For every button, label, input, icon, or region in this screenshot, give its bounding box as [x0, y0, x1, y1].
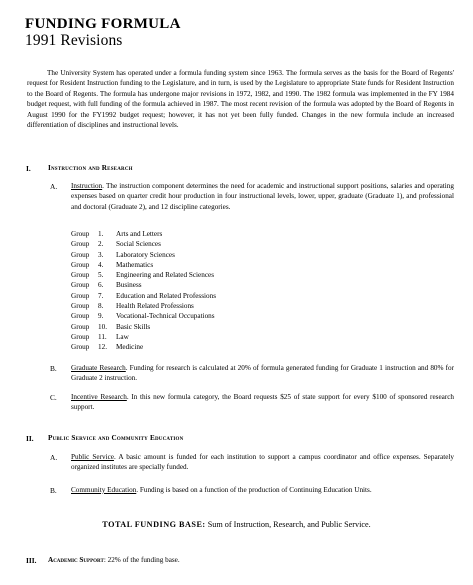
section-3-number: III.: [26, 556, 37, 565]
section-2-item-b-body: [71, 485, 454, 495]
intro-paragraph: The University System has operated under a formula funding system since 1963. The formula serves as the basis for the Board of Regents' request for Resident Instruction funding to the Legislature, and in turn, is used by the Legislature to appropriate State funds for Resident Instruction to the Board of Regents. The formula has undergone major revisions in 1972, 1982, and 1990. The 1982 formula was implemented in the FY 1984 budget request, with full funding of the formula achieved in 1987. The most recent revision of the formula was adopted by the Board of Regents in August 1990 for the FY1992 budget request; however, it has not yet been fully funded. Changes in the new formula include an increased differentiation of disciplines and instructional levels.: [27, 69, 454, 130]
section-2-item-b-letter: B.: [50, 486, 57, 495]
section-3-line: [48, 555, 180, 565]
instruction-text: . The instruction component determines the need for academic and instructional support positions, salaries and operating expenses based on quarter credit hour production in four instructional levels, lower, upper, graduate (Graduate 1), and professional and doctoral (Graduate 2), and 12 discipline categories.: [71, 182, 454, 211]
instruction-label: Instruction: [71, 182, 103, 190]
total-funding-base-text: Sum of Instruction, Research, and Public Service.: [205, 520, 371, 529]
total-funding-base-label: TOTAL FUNDING BASE:: [102, 520, 206, 529]
document-page: FUNDING FORMULA 1991 Revisions The University System has operated under a formula funding system since 1963. The formula serves as the basis for the Board of Regents' request for Resident Instruction funding to the Legislature, and in turn, is used by the Legislature to appropriate State funds for Resident Instruction to the Board of Regents. The formula has undergone major revisions in 1972, 1982, and 1990. The 1982 formula was implemented in the FY 1984 budget request, with full funding of the formula achieved in 1987. The most recent revision of the formula was adopted by the Board of Regents in August 1990 for the FY1992 budget request; however, it has not yet been fully funded. Changes in the new formula include an increased differentiation of disciplines and instructional levels. I. Instruction and Research A. Instruction. The instruction component determines the need for academic and instructional support positions, salaries and operating expenses based on quarter credit hour production in four instructional levels, lower, upper, graduate (Graduate 1), and professional and doctoral (Graduate 2), and 12 discipline categories. Group 1. Arts and Letters Group 2. Social Sciences Group 3. Laboratory Sciences Group 4. Mathematics Group 5. Engineering and Related Sciences Group 6. Business Group 7. Education and Related Professions Group 8. Health Related Professions Group 9. Vocational-Technical Occupations Group 10. Basic Skills Group 11. Law Group 12. Medicine B. Graduate Research. Funding for research is calculated at 20% of formula generated funding for Graduate 1 instruction and 80% for Graduate 2 instruction. C. Incentive Research. In this new formula category, the Board requests $25 of state support for every $100 of sponsored research support. II. Public Service and Community Education A. Public Service. A basic amount is funded for each institution to support a campus coordinator and office expenses. Separately organized institutes are specially funded. B. Community Education. Funding is based on a function of the production of Continuing Education Units. TOTAL FUNDING BASE: Sum of Instruction, Research, and Public Service. III. Academic Support: 22% of the funding base.: [0, 0, 473, 585]
section-1-item-b-letter: B.: [50, 364, 57, 373]
public-service-text: . A basic amount is funded for each institution to support a campus coordinator and office expenses. Separately organized institutes are specially funded.: [71, 453, 455, 472]
incentive-research-text: . In this new formula category, the Board requests $25 of state support for every $100 of sponsored research support.: [71, 393, 454, 412]
section-2-number: II.: [26, 434, 34, 443]
document-title: FUNDING FORMULA: [25, 16, 181, 32]
section-1-heading: Instruction and Research: [48, 164, 133, 172]
section-2-item-a-body: [71, 452, 454, 473]
public-service-label: Public Service: [71, 453, 114, 461]
section-1-item-a-letter: A.: [50, 182, 58, 191]
community-education-label: Community Education: [71, 486, 137, 494]
section-3-text: : 22% of the funding base.: [103, 556, 180, 564]
section-1-number: I.: [26, 164, 31, 173]
incentive-research-label: Incentive Research: [71, 393, 127, 401]
section-2-heading: Public Service and Community Education: [48, 434, 184, 442]
section-1-item-b-body: [71, 363, 454, 384]
community-education-text: . Funding is based on a function of the production of Continuing Education Units.: [136, 486, 372, 494]
section-1-item-c-body: [71, 392, 454, 413]
section-1-item-c-letter: C.: [50, 393, 57, 402]
total-funding-base: [0, 520, 473, 529]
graduate-research-text: . Funding for research is calculated at 20% of formula generated funding for Graduate 1 instruction and 80% for Graduate 2 instruction.: [71, 364, 454, 383]
section-3-heading: Academic Support: [48, 556, 104, 564]
document-subtitle: 1991 Revisions: [25, 32, 123, 49]
graduate-research-label: Graduate Research: [71, 364, 126, 372]
section-1-item-a-body: [71, 181, 454, 212]
section-2-item-a-letter: A.: [50, 453, 58, 462]
